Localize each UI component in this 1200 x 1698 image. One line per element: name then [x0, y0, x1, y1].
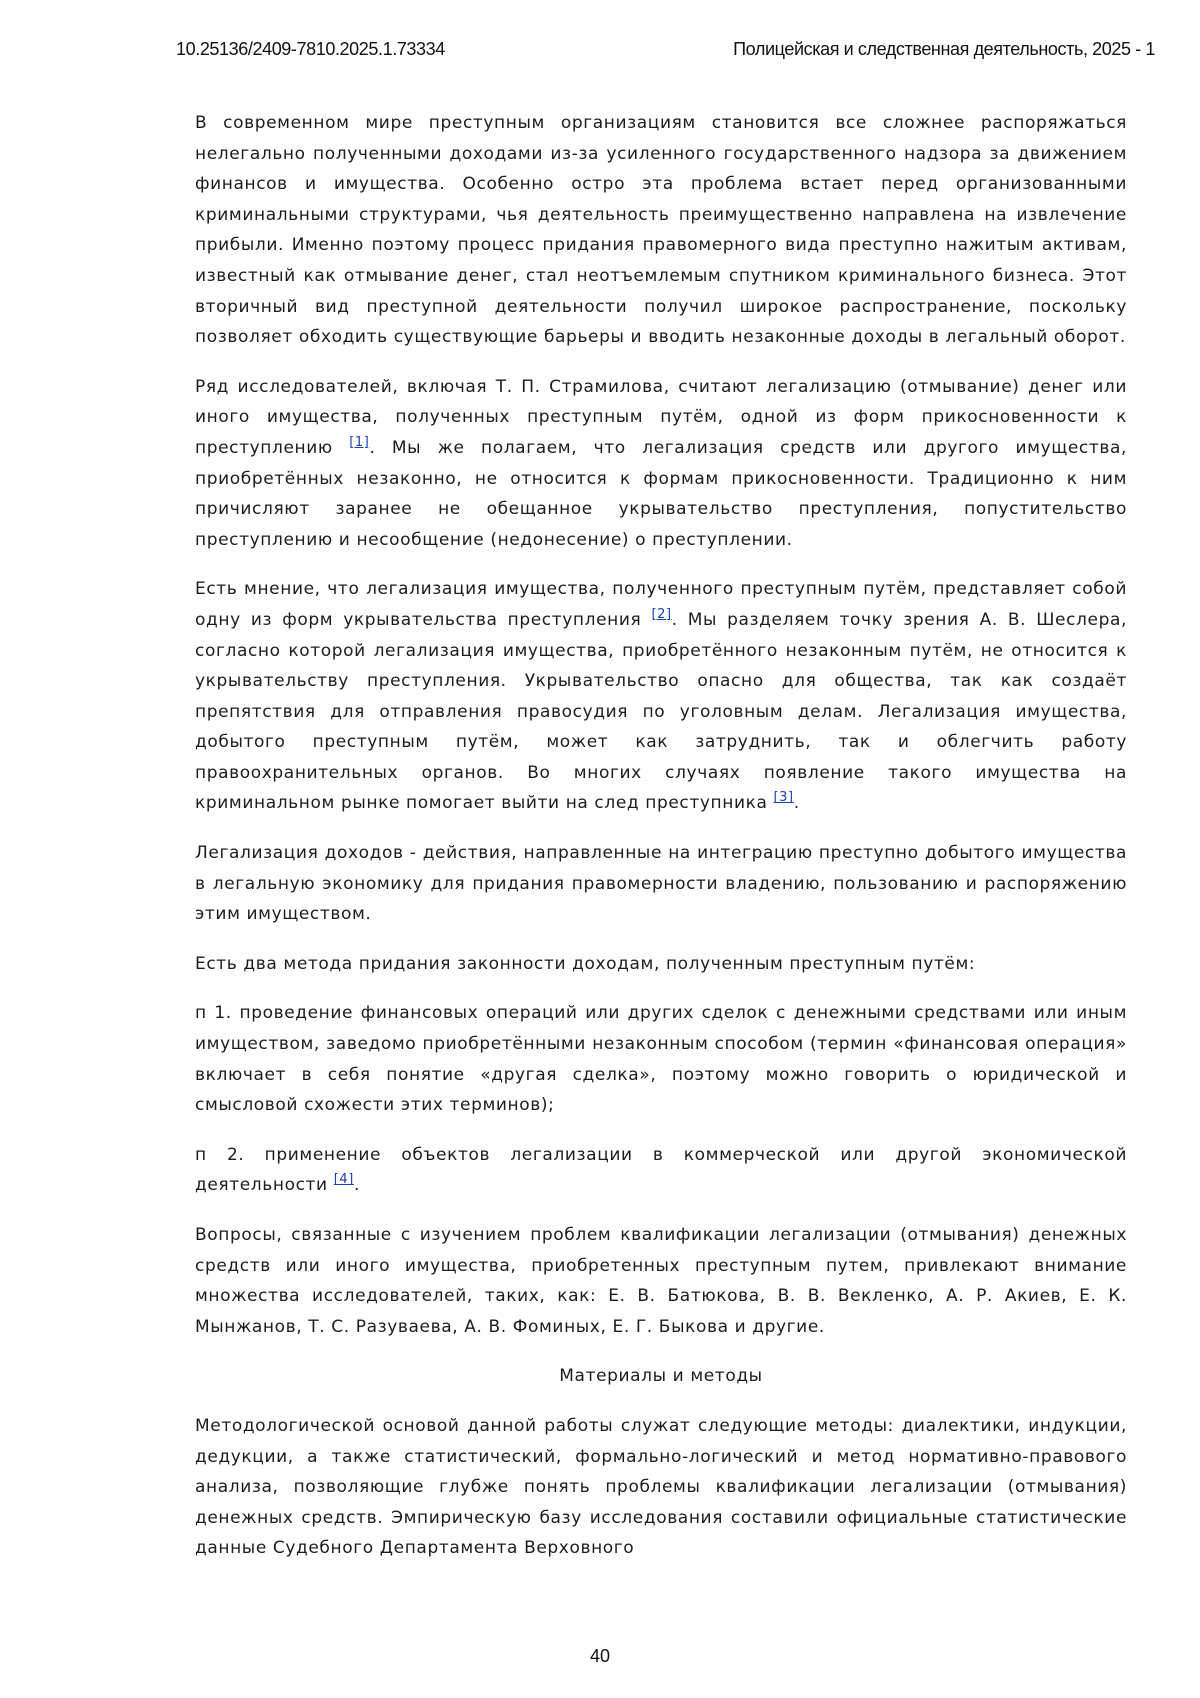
journal-title: Полицейская и следственная деятельность, 2025 - 1 [733, 38, 1155, 59]
paragraph-5: Есть два метода придания законности доходам, полученным преступным путём: [195, 953, 976, 974]
paragraph-3-text-a: Есть мнение, что легализация имущества, полученного преступным путём, представляет собой одну из форм укрывательства преступления [195, 579, 1127, 630]
paragraph-7-text-b: . [353, 1175, 360, 1196]
paragraph-2-text-b: . Мы же полагаем, что легализация средств или другого имущества, приобретённых незаконно, не относится к формам прикосновенности. Традиционно к ним причисляют заранее не обещанное укрывательство преступления, попустительство преступлению и несообщение (недонесение) о преступлении. [195, 437, 1127, 550]
footnote-ref-1 [349, 435, 369, 450]
paragraph-3-text-c: . [793, 793, 800, 814]
page-number: 40 [589, 1646, 611, 1666]
footnote-ref-3 [774, 790, 794, 805]
doi-text: 10.25136/2409-7810.2025.1.73334 [176, 38, 445, 59]
paragraph-7-text-a: п 2. применение объектов легализации в коммерческой или другой экономической деятельности [195, 1144, 1127, 1196]
paragraph-3 [195, 574, 1127, 819]
paragraph-9: Методологической основой данной работы служат следующие методы: диалектики, индукции, дедукции, а также статистический, формально-логический и метод нормативно-правового анализа, позволяющие глубже понять проблемы квалификации легализации (отмывания) денежных средств. Эмпирическую базу исследования составили официальные статистические данные Судебного Департамента Верховного [195, 1415, 1127, 1559]
footnote-link-4[interactable]: [4] [333, 1172, 354, 1188]
paragraph-1: В современном мире преступным организациям становится все сложнее распоряжаться нелегально полученными доходами из-за усиленного государственного надзора за движением финансов и имущества. Особенно остро эта проблема встает перед организованными криминальными структурами, чья деятельность преимущественно направлена на извлечение прибыли. Именно поэтому процесс придания правомерного вида преступно нажитым активам, известный как отмывание денег, стал неотъемлемым спутником криминального бизнеса. Этот вторичный вид преступной деятельности получил широкое распространение, поскольку позволяет обходить существующие барьеры и вводить незаконные доходы в легальный оборот. [195, 113, 1127, 348]
paragraph-8: Вопросы, связанные с изучением проблем квалификации легализации (отмывания) денежных средств или иного имущества, приобретенных преступным путем, привлекают внимание множества исследователей, таких, как: Е. В. Батюкова, В. В. Векленко, А. Р. Акиев, Е. К. Мынжанов, Т. С. Разуваева, А. В. Фоминых, Е. Г. Быкова и другие. [195, 1225, 1127, 1337]
footnote-link-3[interactable]: [3] [773, 790, 794, 806]
footnote-link-1[interactable]: [1] [349, 434, 370, 450]
paragraph-2 [195, 372, 1127, 556]
paragraph-7 [195, 1140, 1127, 1201]
paragraph-6: п 1. проведение финансовых операций или других сделок с денежными средствами или иным имуществом, заведомо приобретёнными незаконным способом (термин «финансовая операция» включает в себя понятие «другая сделка», поэтому можно говорить о юридической и смысловой схожести этих терминов); [195, 1003, 1127, 1116]
page-header [176, 36, 1155, 62]
section-heading: Материалы и методы [559, 1366, 763, 1387]
footnote-ref-4 [334, 1172, 354, 1187]
paragraph-2-text-a: Ряд исследователей, включая Т. П. Страмилова, считают легализацию (отмывание) денег или иного имущества, полученных преступным путём, одной из форм прикосновенности к преступлению [195, 376, 1127, 458]
article-body [195, 108, 1127, 1583]
paragraph-3-text-b: . Мы разделяем точку зрения А. В. Шеслера, согласно которой легализация имущества, приобретённого незаконным путём, не относится к укрывательству преступления. Укрывательство опасно для общества, так как создаёт препятствия для отправления правосудия по уголовным делам. Легализация имущества, добытого преступным путём, может как затруднить, так и облегчить работу правоохранительных органов. Во многих случаях появление такого имущества на криминальном рынке помогает выйти на след преступника [195, 609, 1127, 814]
footnote-ref-2 [651, 607, 671, 622]
paragraph-4: Легализация доходов - действия, направленные на интеграцию преступно добытого имущества в легальную экономику для придания правомерности владению, пользованию и распоряжению этим имуществом. [195, 843, 1127, 925]
footnote-link-2[interactable]: [2] [651, 606, 672, 622]
